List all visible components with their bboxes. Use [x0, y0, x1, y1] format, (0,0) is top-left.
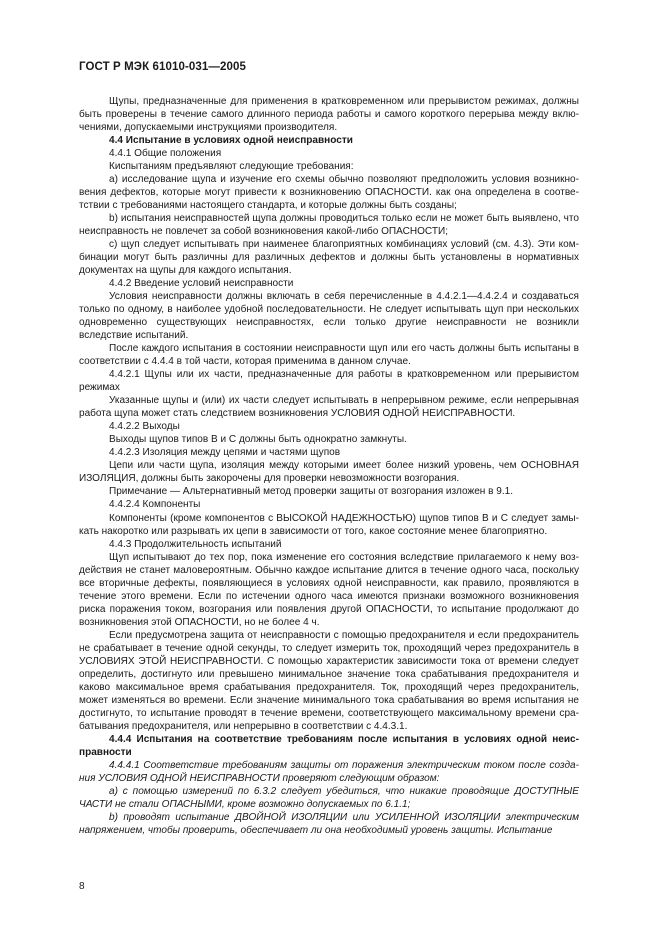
paragraph: Киспытаниям предъявляют следующие требования: — [109, 161, 354, 173]
paragraph: После каждого испытания в состоянии неисправности щуп или его часть должны быть испытаны в соответствии с 4.4.4 в той части, которая применима в данном случае. — [79, 343, 579, 368]
list-item: a) исследование щупа и изучение его схемы обычно позволяют предположить условия возникновения дефектов, которые могут привести к возникновению ОПАСНОСТИ. как она определена в соответствии с требованиями настоящего стандарта, и которые должны быть созданы; — [79, 174, 579, 212]
subsection-heading: 4.4.2.2 Выходы — [109, 421, 180, 433]
paragraph: 4.4.4.1 Соответствие требованиям защиты от поражения электрическим током после создания УСЛОВИЯ ОДНОЙ НЕИСПРАВНОСТИ проверяют следующим образом: — [79, 759, 579, 784]
page-number: 8 — [79, 881, 85, 892]
paragraph: Цепи или части щупа, изоляция между которыми имеет более низкий уровень, чем ОСНОВНАЯ ИЗОЛЯЦИЯ, должны быть закорочены для проверки невозможности возгорания. — [79, 460, 579, 485]
document-body — [79, 95, 579, 837]
paragraph: Условия неисправности должны включать в себя перечисленные в 4.4.2.1—4.4.2.4 и создаваться только по одному, в наиболее удобной последовательности. Не следует испытывать щуп при нескольких одновременно существующих неисправностях, если только другие неисправности не возникли вследствие испытаний. — [79, 291, 579, 342]
paragraph: Если предусмотрена защита от неисправности с помощью предохранителя и если предохранитель не срабатывает в течение одной секунды, то следует измерить ток, проходящий через предохранитель в УСЛОВИЯХ ЭТОЙ НЕИСПРАВНОСТИ. С помощью характеристик зависимости тока от времени следует определить, достигнуто или превышено минимальное значение тока срабатывания предохранителя и каково максимальное время срабатывания предохранителя. Ток, проходящий через предохранитель, может изменяться во времени. Если значение минимального тока срабатывания во время испытания не достигнуто, то испытание проводят в течение времени, соответствующего максимальному времени срабатывания предохранителя, или непрерывно в соответствии с 4.4.3.1. — [79, 629, 579, 732]
subsection-heading: 4.4.2.4 Компоненты — [109, 499, 201, 511]
subsection-heading: 4.4.3 Продолжительность испытаний — [109, 538, 282, 550]
list-item: b) испытания неисправностей щупа должны проводиться только если не может быть выявлено, что неисправность не повлечет за собой возникновения какой-либо ОПАСНОСТИ; — [79, 213, 579, 238]
paragraph: Указанные щупы и (или) их части следует испытывать в непрерывном режиме, если непрерывная работа щупа может стать следствием возникновения УСЛОВИЯ ОДНОЙ НЕИСПРАВНОСТИ. — [79, 395, 579, 420]
list-item: b) проводят испытание ДВОЙНОЙ ИЗОЛЯЦИИ или УСИЛЕННОЙ ИЗОЛЯЦИИ электрическим напряжением, чтобы проверить, обеспечивает ли она необходимый уровень защиты. Испытание — [79, 811, 579, 836]
list-item: a) с помощью измерений по 6.3.2 следует убедиться, что никакие проводящие ДОСТУПНЫЕ ЧАСТИ не стали ОПАСНЫМИ, кроме возможно допускаемых по 6.1.1; — [79, 785, 579, 810]
section-heading: 4.4.4 Испытания на соответствие требованиям после испытания в условиях одной неисправности — [79, 733, 579, 758]
subsection-heading: 4.4.2.1 Щупы или их части, предназначенные для работы в кратковременном или прерывистом режимах — [79, 369, 579, 394]
subsection-heading: 4.4.2.3 Изоляция между цепями и частями щупов — [109, 447, 341, 459]
paragraph: Выходы щупов типов В и С должны быть однократно замкнуты. — [109, 434, 407, 446]
paragraph: Щуп испытывают до тех пор, пока изменение его состояния вследствие прилагаемого к нему воздействия не станет маловероятным. Обычно каждое испытание длится в течение одного часа, поскольку все вторичные дефекты, появляющиеся в условиях одной неисправности, как правило, проявляются в течение этого времени. Если по истечении одного часа имеются признаки возможного возникновения риска поражения током, возгорания или появления другой ОПАСНОСТИ, то испытание продолжают до возникновения этой ОПАСНОСТИ, но не более 4 ч. — [79, 551, 579, 628]
section-heading: 4.4 Испытание в условиях одной неисправности — [109, 135, 353, 147]
note: Примечание — Альтернативный метод проверки защиты от возгорания изложен в 9.1. — [109, 486, 514, 498]
document-header: ГОСТ Р МЭК 61010-031—2005 — [79, 61, 246, 73]
paragraph: Щупы, предназначенные для применения в кратковременном или прерывистом режимах, должны быть проверены в течение самого длинного периода работы и самого короткого перерыва между включениями, допускаемыми инструкциями производителя. — [79, 96, 579, 134]
subsection-heading: 4.4.2 Введение условий неисправности — [109, 278, 294, 290]
paragraph: Компоненты (кроме компонентов с ВЫСОКОЙ НАДЕЖНОСТЬЮ) щупов типов В и С следует замыкать накоротко или разрывать их цепи в зависимости от того, какое состояние менее благоприятно. — [79, 512, 579, 537]
subsection-heading: 4.4.1 Общие положения — [109, 148, 222, 160]
list-item: c) щуп следует испытывать при наименее благоприятных комбинациях условий (см. 4.3). Эти комбинации могут быть различны для различных дефектов и должны быть установлены в нормативных документах на щупы для каждого испытания. — [79, 239, 579, 277]
